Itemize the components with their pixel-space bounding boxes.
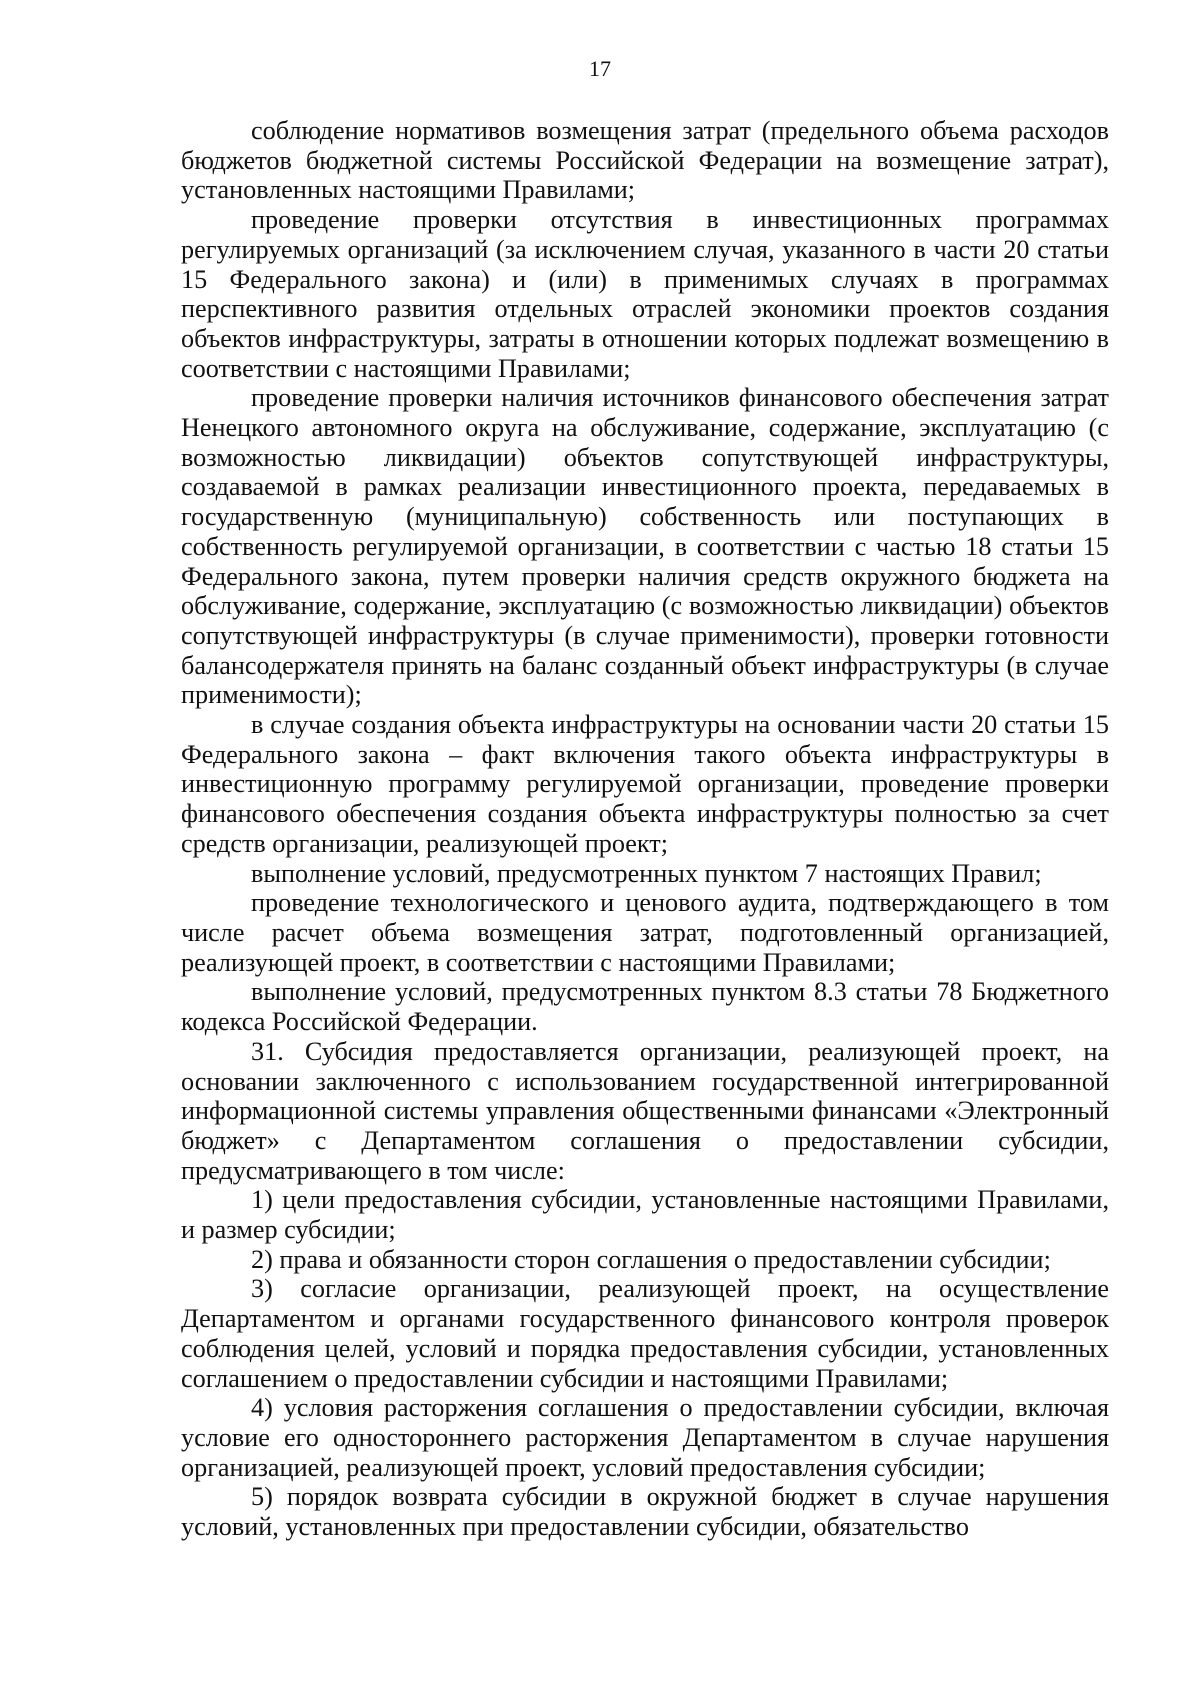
paragraph-investment-programs-check: проведение проверки отсутствия в инвестиционных программах регулируемых организаций (за исключением случая, указанного в части 20 статьи 15 Федерального закона) и (или) в применимых случаях в программах перспективного развития отдельных отраслей экономики проектов создания объектов инфраструктуры, затраты в отношении которых подлежат возмещению в соответствии с настоящими Правилами; [181, 205, 1109, 383]
paragraph-clause-7-conditions: выполнение условий, предусмотренных пунктом 7 настоящих Правил; [251, 858, 1042, 888]
page-number: 17 [589, 56, 611, 81]
list-item-1: 1) цели предоставления субсидии, установленные настоящими Правилами, и размер субсидии; [181, 1185, 1109, 1245]
document-body [181, 116, 1109, 1542]
list-item-3: 3) согласие организации, реализующей проект, на осуществление Департаментом и органами государственного финансового контроля проверок соблюдения целей, условий и порядка предоставления субсидии, установленных соглашением о предоставлении субсидии и настоящими Правилами; [181, 1274, 1109, 1393]
list-item-5: 5) порядок возврата субсидии в окружной бюджет в случае нарушения условий, установленных при предоставлении субсидии, обязательство [181, 1482, 1109, 1542]
paragraph-budget-norms: соблюдение нормативов возмещения затрат (предельного объема расходов бюджетов бюджетной системы Российской Федерации на возмещение затрат), установленных настоящими Правилами; [181, 116, 1109, 205]
paragraph-budget-code-conditions: выполнение условий, предусмотренных пунктом 8.3 статьи 78 Бюджетного кодекса Российской Федерации. [181, 977, 1109, 1037]
paragraph-part-20-case: в случае создания объекта инфраструктуры на основании части 20 статьи 15 Федерального закона – факт включения такого объекта инфраструктуры в инвестиционную программу регулируемой организации, проведение проверки финансового обеспечения создания объекта инфраструктуры полностью за счет средств организации, реализующей проект; [181, 710, 1109, 858]
list-item-2: 2) права и обязанности сторон соглашения о предоставлении субсидии; [251, 1244, 1051, 1274]
paragraph-clause-31-subsidy: 31. Субсидия предоставляется организации, реализующей проект, на основании заключенного с использованием государственной интегрированной информационной системы управления общественными финансами «Электронный бюджет» с Департаментом соглашения о предоставлении субсидии, предусматривающего в том числе: [181, 1036, 1109, 1185]
paragraph-financing-sources-check: проведение проверки наличия источников финансового обеспечения затрат Ненецкого автономного округа на обслуживание, содержание, эксплуатацию (с возможностью ликвидации) объектов сопутствующей инфраструктуры, создаваемой в рамках реализации инвестиционного проекта, передаваемых в государственную (муниципальную) собственность или поступающих в собственность регулируемой организации, в соответствии с частью 18 статьи 15 Федерального закона, путем проверки наличия средств окружного бюджета на обслуживание, содержание, эксплуатацию (с возможностью ликвидации) объектов сопутствующей инфраструктуры (в случае применимости), проверки готовности балансодержателя принять на баланс созданный объект инфраструктуры (в случае применимости); [181, 383, 1109, 710]
paragraph-technology-price-audit: проведение технологического и ценового аудита, подтверждающего в том числе расчет объема возмещения затрат, подготовленный организацией, реализующей проект, в соответствии с настоящими Правилами; [181, 888, 1109, 977]
list-item-4: 4) условия расторжения соглашения о предоставлении субсидии, включая условие его одностороннего расторжения Департаментом в случае нарушения организацией, реализующей проект, условий предоставления субсидии; [181, 1393, 1109, 1482]
